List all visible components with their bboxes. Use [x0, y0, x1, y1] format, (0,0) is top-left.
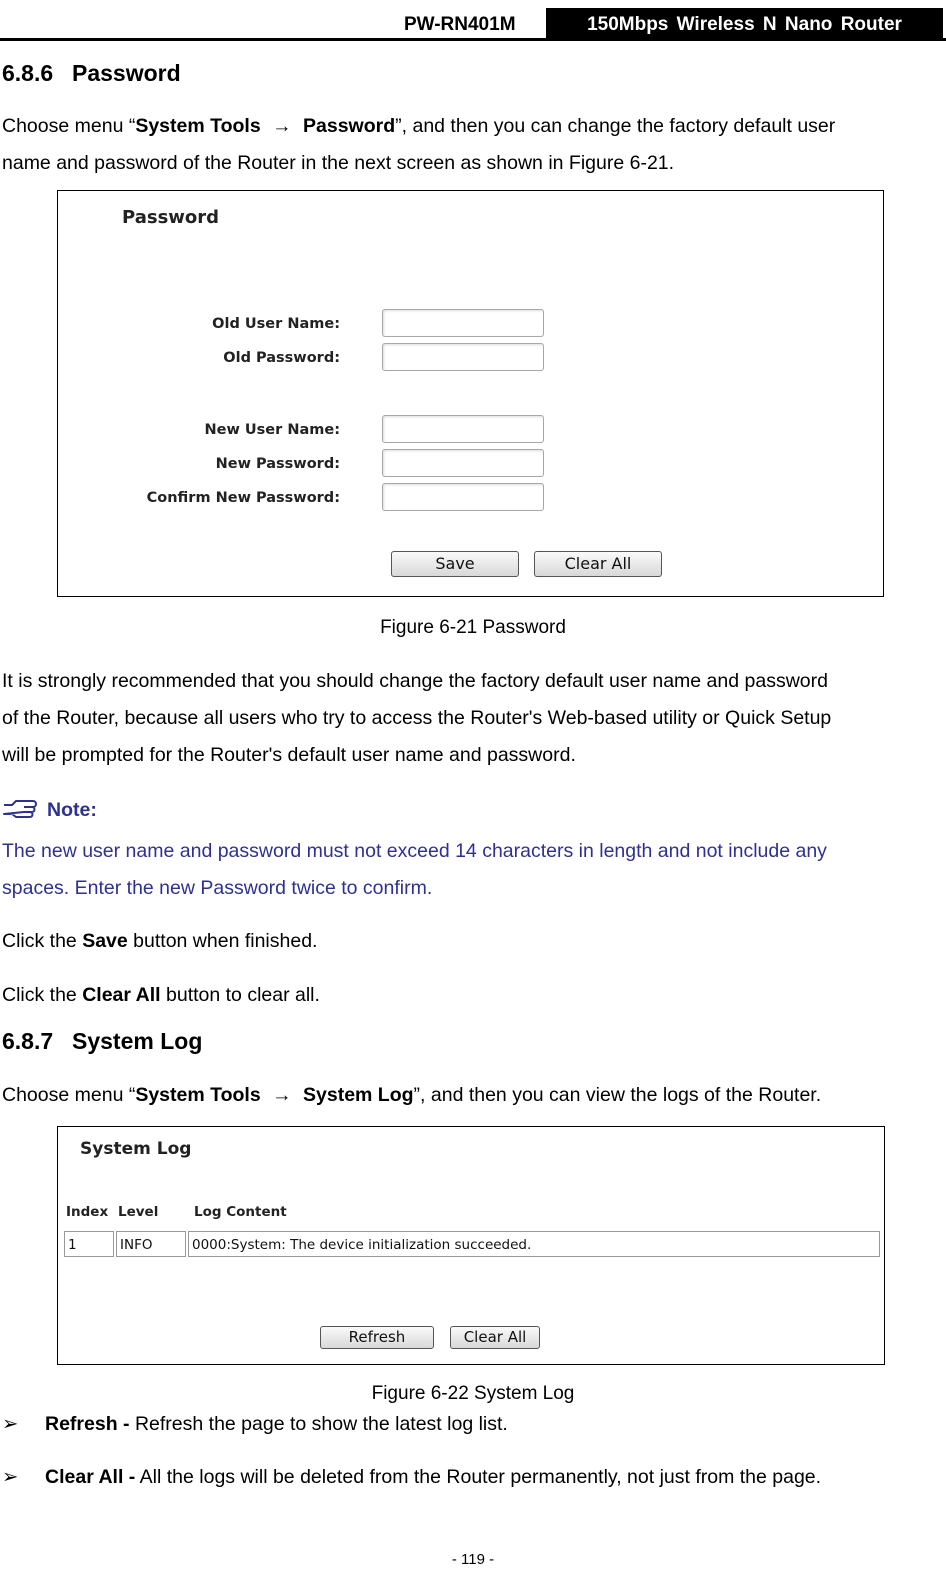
figure-caption: Figure 6-21 Password	[380, 617, 566, 638]
pointing-hand-icon	[2, 796, 40, 822]
new-password-label: New Password:	[215, 456, 340, 472]
section-title: System Log	[72, 1028, 203, 1054]
column-header-level: Level	[118, 1204, 159, 1220]
menu-path-a: System Tools	[135, 1084, 261, 1106]
section-title: Password	[72, 60, 181, 86]
menu-path-b: System Log	[303, 1084, 414, 1106]
refresh-button[interactable]: Refresh	[320, 1326, 434, 1349]
click-clear-text	[2, 977, 942, 1014]
arrow-bullet-icon: ➢	[2, 1413, 19, 1435]
bold-term: Refresh -	[45, 1413, 130, 1435]
old-password-label: Old Password:	[223, 350, 340, 366]
section-number: 6.8.7	[2, 1028, 54, 1054]
para-line: of the Router, because all users who try to access the Router's Web-based utility or Quick Setup	[2, 707, 832, 729]
para-line: It is strongly recommended that you should change the factory default user name and password	[2, 670, 828, 692]
clear-all-button[interactable]: Clear All	[450, 1326, 540, 1349]
save-button[interactable]: Save	[391, 551, 519, 577]
arrow-icon: →	[272, 115, 292, 137]
old-user-name-label: Old User Name:	[212, 316, 340, 332]
para-line: will be prompted for the Router's default user name and password.	[2, 744, 576, 766]
bullet-text: Refresh the page to show the latest log list.	[129, 1413, 508, 1435]
bullet-text: All the logs will be deleted from the Router permanently, not just from the page.	[135, 1466, 822, 1488]
table-row	[64, 1231, 880, 1259]
intro-line	[2, 1077, 942, 1114]
header-product: 150Mbps Wireless N Nano Router	[546, 8, 943, 41]
bullet-item	[2, 1412, 508, 1436]
column-header-content: Log Content	[194, 1204, 287, 1220]
header-rule	[0, 38, 946, 41]
menu-path-b: Password	[303, 115, 396, 137]
intro-text: ”, and then you can view the logs of the Router.	[413, 1084, 822, 1106]
cell-index: 1	[64, 1231, 114, 1257]
text: Click the	[2, 930, 83, 952]
text: button when finished.	[127, 930, 318, 952]
clear-all-button[interactable]: Clear All	[534, 551, 662, 577]
note-line: The new user name and password must not exceed 14 characters in length and not include any	[2, 840, 827, 862]
new-user-name-input[interactable]	[382, 415, 544, 443]
note-label: Note:	[47, 799, 97, 821]
figure-password	[57, 190, 884, 597]
intro-line-2: name and password of the Router in the next screen as shown in Figure 6-21.	[2, 152, 675, 174]
bullet-item	[2, 1465, 821, 1489]
note-line: spaces. Enter the new Password twice to confirm.	[2, 877, 433, 899]
new-password-input[interactable]	[382, 449, 544, 477]
section-heading-password	[2, 60, 181, 87]
new-user-name-label: New User Name:	[204, 422, 340, 438]
intro-text: Choose menu “	[2, 115, 136, 137]
figure-system-log	[57, 1126, 885, 1365]
column-header-index: Index	[66, 1204, 109, 1220]
intro-line-1	[2, 108, 942, 145]
header-model: PW-RN401M	[404, 14, 516, 35]
arrow-icon: →	[272, 1084, 292, 1106]
old-user-name-input[interactable]	[382, 309, 544, 337]
text: button to clear all.	[160, 984, 320, 1006]
bold-term: Clear All	[82, 984, 161, 1006]
cell-content: 0000:System: The device initialization succeeded.	[188, 1231, 880, 1257]
cell-level: INFO	[116, 1231, 186, 1257]
bold-term: Clear All -	[45, 1466, 136, 1488]
old-password-input[interactable]	[382, 343, 544, 371]
confirm-password-input[interactable]	[382, 483, 544, 511]
figure-caption: Figure 6-22 System Log	[371, 1383, 575, 1404]
arrow-bullet-icon: ➢	[2, 1466, 19, 1488]
confirm-password-label: Confirm New Password:	[146, 490, 340, 506]
ui-title: Password	[122, 207, 220, 228]
intro-text: ”, and then you can change the factory default user	[395, 115, 836, 137]
text: Click the	[2, 984, 83, 1006]
click-save-text	[2, 923, 942, 960]
page-number: - 119 -	[451, 1551, 495, 1568]
menu-path-a: System Tools	[135, 115, 261, 137]
ui-title: System Log	[80, 1139, 192, 1159]
bold-term: Save	[82, 930, 128, 952]
section-number: 6.8.6	[2, 60, 54, 86]
intro-text: Choose menu “	[2, 1084, 136, 1106]
section-heading-system-log	[2, 1028, 202, 1055]
